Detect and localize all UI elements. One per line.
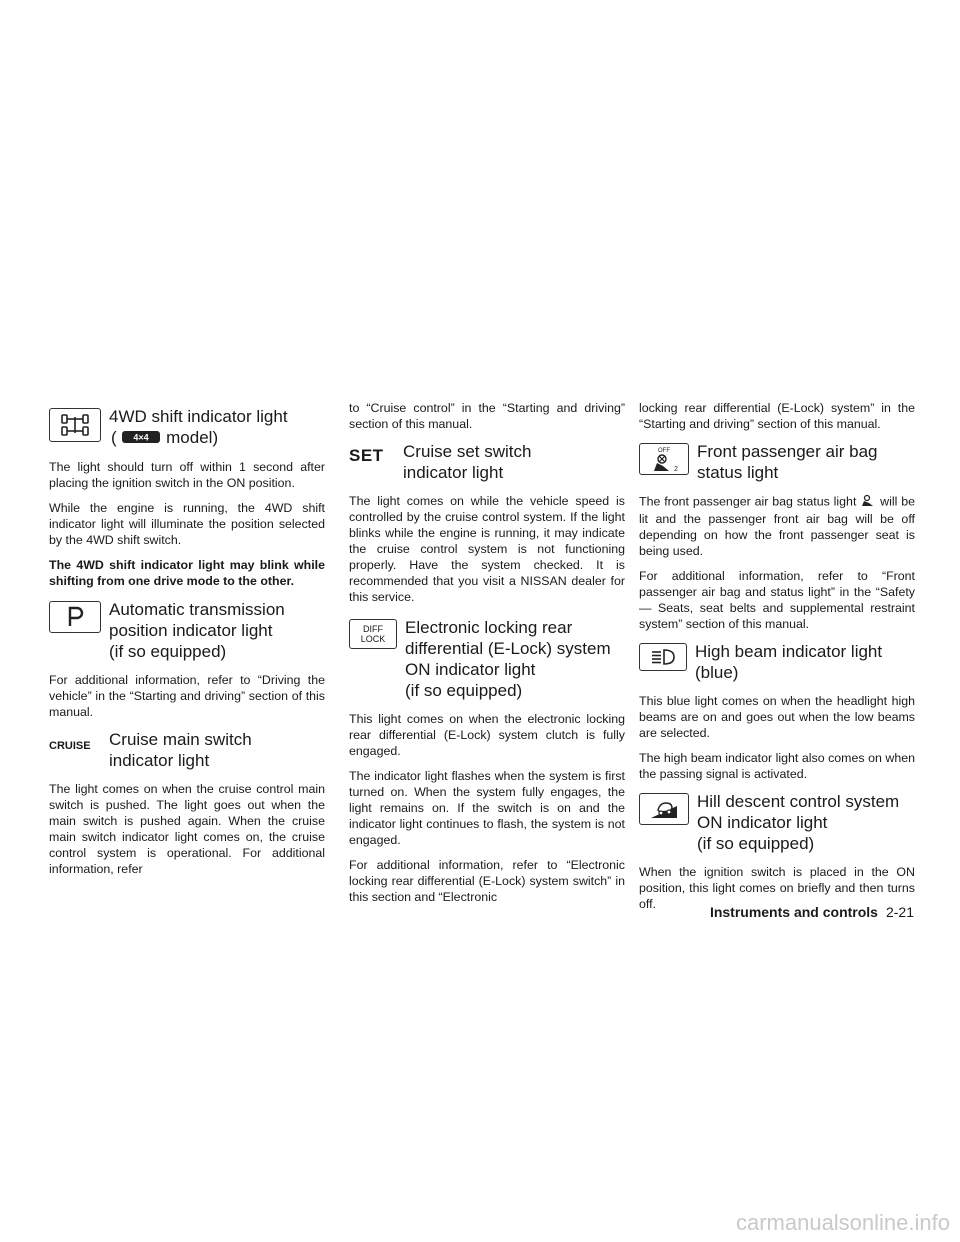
col2-continuation: to “Cruise control” in the “Starting and driving” section of this manual. — [349, 401, 625, 431]
passenger-airbag-off-icon — [639, 443, 689, 475]
diff-lock-icon-line1: DIFF — [363, 624, 383, 634]
park-p-icon — [49, 601, 101, 633]
footer-section-title: Instruments and controls — [709, 904, 878, 920]
high-beam-icon — [639, 643, 687, 671]
elock-paragraph-2: The indicator light flashes when the system is first turned on. When the system fully engages, the light remains on. If the switch is on and the indicator light continues to flash, the system is not engaged. — [349, 769, 625, 847]
footer-page-number: 2-21 — [885, 904, 914, 920]
column-2 — [349, 400, 625, 914]
high-beam-paragraph-1: This blue light comes on when the headlight high beams are on and goes out when the low beams are selected. — [639, 694, 915, 740]
at-paragraph-1: For additional information, refer to “Driving the vehicle” in the “Starting and driving” section of this manual. — [49, 673, 325, 720]
column-3 — [639, 400, 915, 921]
4wd-shift-indicator-icon — [49, 408, 101, 442]
4x4-icon — [121, 428, 161, 449]
heading-elock-text — [405, 617, 611, 701]
heading-4wd-paren-close: model) — [166, 428, 219, 447]
column-1 — [49, 400, 325, 886]
heading-4wd-line1: 4WD shift indicator light — [109, 407, 288, 426]
heading-cruise-set — [349, 441, 625, 483]
heading-cruise-main-line1: Cruise main switch — [109, 730, 252, 750]
elock-paragraph-1: This light comes on when the electronic locking rear differential (E-Lock) system clutch is fully engaged. — [349, 712, 625, 758]
diff-lock-icon-line2: LOCK — [360, 634, 386, 644]
heading-at-line2: position indicator light — [109, 621, 273, 641]
heading-at-position — [49, 599, 325, 662]
heading-cruise-set-line1: Cruise set switch — [403, 442, 532, 461]
airbag-paragraph-1 — [639, 493, 915, 559]
heading-cruise-main — [49, 729, 325, 771]
elock-paragraph-3: For additional information, refer to “Electronic locking rear differential (E-Lock) system switch” in this section and “Electronic — [349, 858, 625, 904]
heading-elock-line4: (if so equipped) — [405, 681, 523, 700]
4wd-paragraph-1: The light should turn off within 1 second after placing the ignition switch in the ON position. — [49, 460, 325, 491]
heading-elock-line1: Electronic locking rear — [405, 618, 573, 637]
heading-4wd-shift-text — [109, 406, 288, 449]
heading-airbag-line1: Front passenger air bag — [697, 442, 878, 461]
heading-cruise-set-text — [403, 441, 531, 483]
heading-elock — [349, 617, 625, 701]
airbag-paragraph-1-b: will be lit and the passenger front air bag will be off depending on how the front passenger seat is being used. — [639, 494, 915, 558]
passenger-airbag-inline-icon — [860, 493, 876, 511]
airbag-paragraph-2: For additional information, refer to “Front passenger air bag and status light” in the “Safety — Seats, seat belts and supplemental restraint system” section of this manual. — [639, 569, 915, 631]
heading-airbag-status-text — [697, 441, 878, 483]
page-footer — [710, 904, 914, 920]
airbag-paragraph-1-a: The front passenger air bag status light — [639, 494, 857, 509]
set-icon-label: SET — [349, 446, 384, 465]
heading-elock-line2: differential (E-Lock) system — [405, 639, 611, 658]
heading-hill-descent-line3: (if so equipped) — [697, 834, 815, 853]
heading-high-beam-text — [695, 641, 882, 683]
4wd-paragraph-3-bold: The 4WD shift indicator light may blink while shifting from one drive mode to the other. — [49, 558, 325, 589]
cruise-icon-label: CRUISE — [49, 740, 91, 753]
heading-high-beam-line2: (blue) — [695, 663, 739, 682]
heading-cruise-main-line2: indicator light — [109, 751, 210, 771]
heading-elock-line3: ON indicator light — [405, 660, 536, 679]
4wd-paragraph-2: While the engine is running, the 4WD shift indicator light will illuminate the position selected by the 4WD shift switch. — [49, 501, 325, 548]
svg-text:2: 2 — [674, 466, 678, 473]
heading-4wd-shift — [49, 406, 325, 449]
heading-cruise-set-line2: indicator light — [403, 463, 504, 482]
heading-at-line1: Automatic transmission — [109, 600, 285, 620]
set-icon — [349, 443, 395, 466]
high-beam-paragraph-2: The high beam indicator light also comes on when the passing signal is activated. — [639, 751, 915, 781]
heading-cruise-main-text — [109, 729, 252, 771]
cruise-set-paragraph-1: The light comes on while the vehicle speed is controlled by the cruise control system. If the light blinks while the engine is running, it may indicate the cruise control system is not functioning properly. Have the system checked. It is recommended that you visit a NISSAN dealer for this service. — [349, 494, 625, 604]
svg-text:4×4: 4×4 — [133, 432, 150, 443]
cruise-icon — [49, 731, 101, 754]
diff-lock-icon — [349, 619, 397, 649]
heading-high-beam-line1: High beam indicator light — [695, 642, 883, 661]
watermark: carmanualsonline.info — [735, 1210, 950, 1235]
heading-airbag-line2: status light — [697, 463, 779, 482]
heading-hill-descent-line1: Hill descent control system — [697, 792, 900, 811]
hill-descent-icon — [639, 793, 689, 825]
cruise-main-paragraph-1: The light comes on when the cruise control main switch is pushed. The light goes out when the main switch is pushed again. When the cruise main switch indicator light comes on, the cruise control system is operational. For additional information, refer — [49, 782, 325, 877]
heading-4wd-paren-open: ( — [111, 428, 117, 447]
hill-descent-paragraph-1: When the ignition switch is placed in the ON position, this light comes on briefly and then turns off. — [639, 865, 915, 911]
col3-continuation: locking rear differential (E-Lock) system” in the “Starting and driving” section of this manual. — [639, 401, 915, 431]
heading-at-position-text — [109, 599, 285, 662]
heading-hill-descent — [639, 791, 915, 854]
heading-high-beam — [639, 641, 915, 683]
heading-at-line3: (if so equipped) — [109, 642, 227, 662]
heading-hill-descent-text — [697, 791, 899, 854]
heading-hill-descent-line2: ON indicator light — [697, 813, 828, 832]
svg-text:OFF: OFF — [658, 448, 670, 454]
heading-airbag-status — [639, 441, 915, 483]
